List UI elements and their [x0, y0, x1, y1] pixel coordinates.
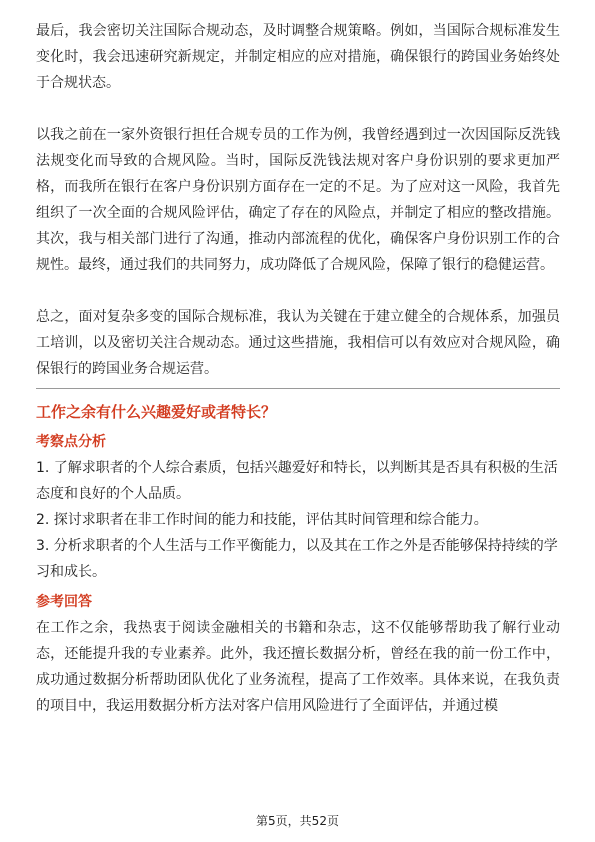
- paragraph: 最后，我会密切关注国际合规动态，及时调整合规策略。例如，当国际合规标准发生变化时，我会迅速研究新规定，并制定相应的应对措施，确保银行的跨国业务始终处于合规状态。: [36, 23, 560, 91]
- document-body: [36, 18, 560, 719]
- analysis-item: 2. 探讨求职者在非工作时间的能力和技能，评估其时间管理和综合能力。: [36, 512, 488, 528]
- analysis-item: 3. 分析求职者的个人生活与工作平衡能力，以及其在工作之外是否能够保持持续的学习和成长。: [36, 538, 558, 580]
- page-number: 第5页，共52页: [256, 814, 339, 828]
- section-divider: [36, 388, 560, 389]
- paragraph-gap: [36, 96, 560, 122]
- paragraph-gap: [36, 278, 560, 304]
- question-heading: 工作之余有什么兴趣爱好或者特长？: [36, 403, 277, 421]
- answer-heading: 参考回答: [36, 594, 92, 610]
- analysis-item: 1. 了解求职者的个人综合素质，包括兴趣爱好和特长，以判断其是否具有积极的生活态度和良好的个人品质。: [36, 460, 558, 502]
- answer-paragraph: 在工作之余，我热衷于阅读金融相关的书籍和杂志，这不仅能够帮助我了解行业动态，还能提升我的专业素养。此外，我还擅长数据分析，曾经在我的前一份工作中，成功通过数据分析帮助团队优化了业务流程，提高了工作效率。具体来说，在我负责的项目中，我运用数据分析方法对客户信用风险进行了全面评估，并通过模: [36, 620, 560, 714]
- analysis-heading: 考察点分析: [36, 434, 106, 450]
- paragraph: 总之，面对复杂多变的国际合规标准，我认为关键在于建立健全的合规体系，加强员工培训，以及密切关注合规动态。通过这些措施，我相信可以有效应对合规风险，确保银行的跨国业务合规运营。: [36, 309, 560, 377]
- paragraph: 以我之前在一家外资银行担任合规专员的工作为例，我曾经遇到过一次因国际反洗钱法规变化而导致的合规风险。当时，国际反洗钱法规对客户身份识别的要求更加严格，而我所在银行在客户身份识别方面存在一定的不足。为了应对这一风险，我首先组织了一次全面的合规风险评估，确定了存在的风险点，并制定了相应的整改措施。其次，我与相关部门进行了沟通，推动内部流程的优化，确保客户身份识别工作的合规性。最终，通过我们的共同努力，成功降低了合规风险，保障了银行的稳健运营。: [36, 127, 560, 273]
